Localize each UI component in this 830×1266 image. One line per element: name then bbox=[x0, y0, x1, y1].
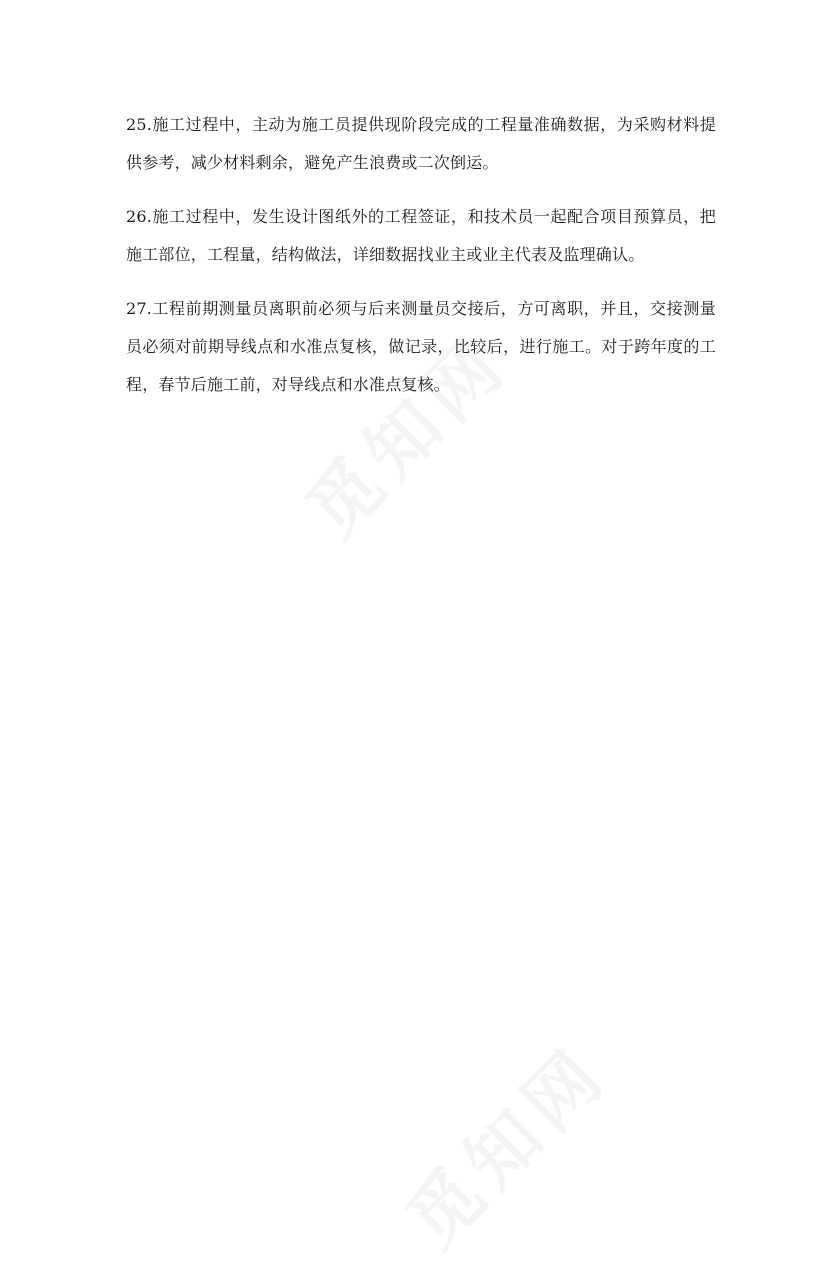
document-body bbox=[126, 106, 716, 420]
watermark bbox=[379, 1018, 626, 1265]
paragraph-26: 26.施工过程中，发生设计图纸外的工程签证，和技术员一起配合项目预算员，把施工部位，工程量，结构做法，详细数据找业主或业主代表及监理确认。 bbox=[126, 207, 716, 264]
paragraph-25: 25.施工过程中，主动为施工员提供现阶段完成的工程量准确数据，为采购材料提供参考，减少材料剩余，避免产生浪费或二次倒运。 bbox=[126, 115, 716, 172]
paragraph-27: 27.工程前期测量员离职前必须与后来测量员交接后，方可离职，并且，交接测量员必须对前期导线点和水准点复核，做记录，比较后，进行施工。对于跨年度的工程，春节后施工前，对导线点和水准点复核。 bbox=[126, 299, 716, 394]
